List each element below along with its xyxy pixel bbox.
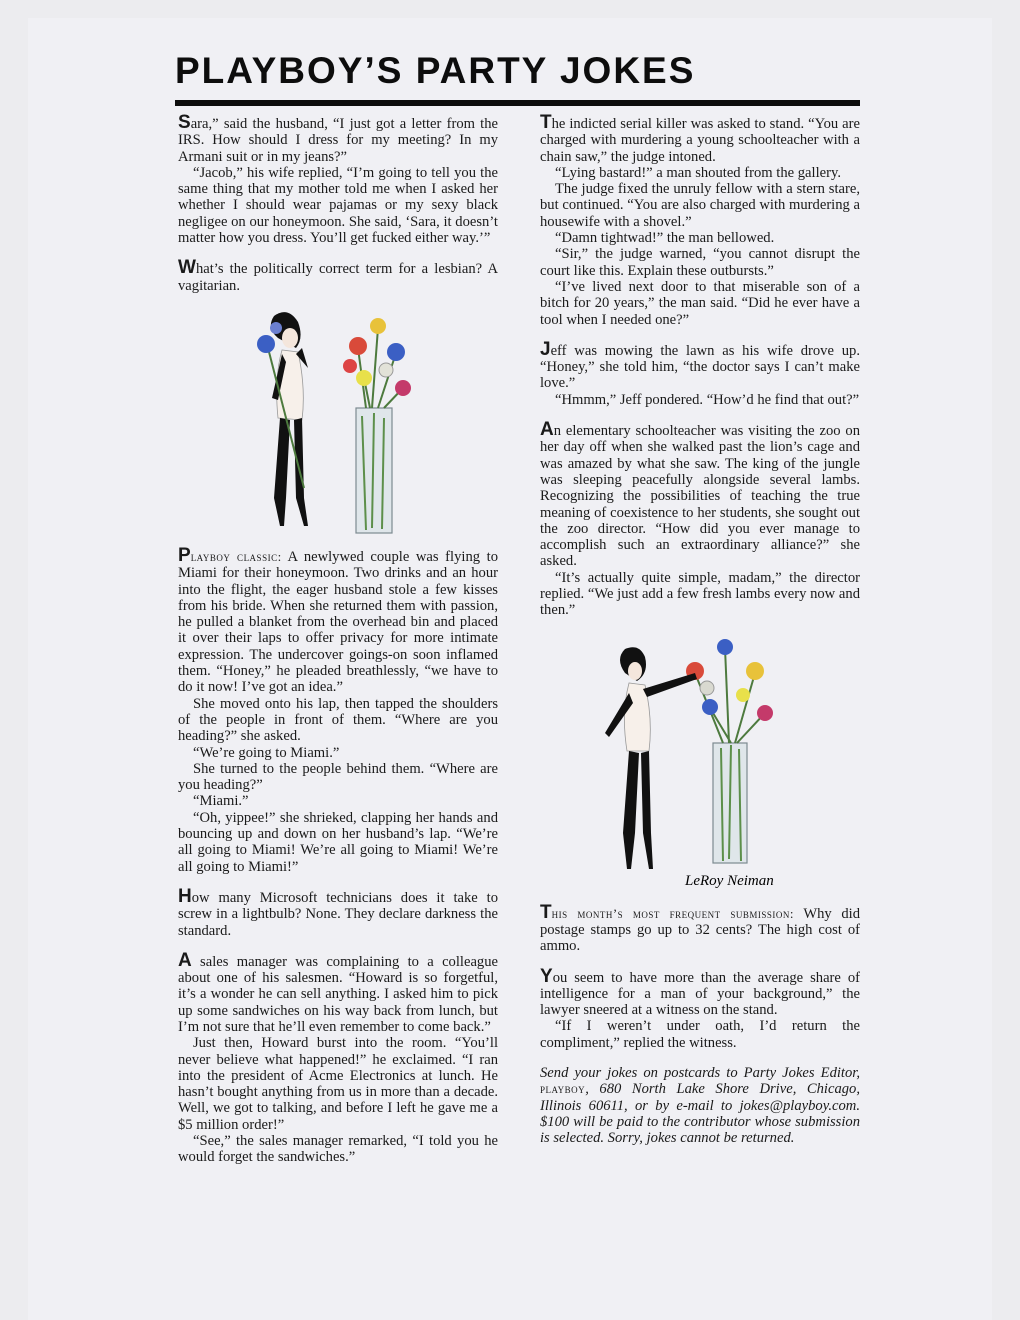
joke-text: ara,” said the husband, “I just got a letter from the IRS. How should I dress for my meeting? In my Armani suit or in my jeans?” (178, 116, 498, 165)
joke-text: hat’s the politically correct term for a lesbian? A vagitarian. (178, 261, 498, 294)
face (628, 662, 642, 680)
woman-reaching-flowers-illustration (585, 633, 815, 893)
section-label: his month’s most frequent submission: (551, 905, 794, 921)
joke-text: “Lying bastard!” a man shouted from the gallery. (555, 164, 841, 181)
joke-playboy-classic (178, 544, 498, 875)
flower (257, 335, 275, 353)
flower (746, 662, 764, 680)
flower (270, 322, 282, 334)
right-column (540, 112, 860, 1160)
joke-text: “It’s actually quite simple, madam,” the director replied. “We just add a few fresh lambs every now and then.” (540, 569, 860, 619)
joke-text: Why did postage stamps go up to 32 cents? The high cost of ammo. (540, 905, 860, 955)
face (282, 328, 298, 348)
drop-cap: T (540, 901, 552, 923)
drop-cap: P (178, 544, 191, 566)
joke-text: “Hmmm,” Jeff pondered. “How’d he find that out?” (555, 391, 860, 408)
joke-text: “I’ve lived next door to that miserable son of a bitch for 20 years,” the man said. “Did he ever have a tool when I needed one?” (540, 278, 860, 328)
footer-text: , 680 North Lake Shore Drive, Chicago, Illinois 60611, or by e-mail to jokes@playboy.com. $100 will be paid to the contributor whose submission is selected. Sorry, jokes cannot be returned. (540, 1081, 860, 1147)
footer-text: Send your jokes on postcards to Party Jokes Editor, (540, 1064, 860, 1081)
flower (349, 337, 367, 355)
flower (387, 343, 405, 361)
drop-cap: T (540, 112, 552, 133)
joke-text: sales manager was complaining to a colleague about one of his salesmen. “Howard is so forgetful, it’s a wonder he can sell anything. I asked him to pick up some sandwiches on his way back from lunch, but I’m not sure that he’ll even remember to come back.” (178, 953, 498, 1035)
joke-text: “Sir,” the judge warned, “you cannot disrupt the court like this. Explain these outbursts.” (540, 246, 860, 279)
joke-text: She moved onto his lap, then tapped the shoulders of the people in front of them. “Where are you heading?” she asked. (178, 695, 498, 745)
artist-signature: LeRoy Neiman (685, 872, 774, 889)
drop-cap: A (540, 419, 554, 441)
joke-schoolteacher (540, 419, 860, 619)
submission-footer (540, 1065, 860, 1146)
joke-text: “Miami.” (193, 793, 249, 810)
joke-text: ou seem to have more than the average share of intelligence for a man of your background,” the lawyer sneered at a witness on the stand. (540, 969, 860, 1019)
flower (700, 681, 714, 695)
joke-frequent-submission (540, 901, 860, 955)
flower (736, 688, 750, 702)
joke-microsoft (178, 885, 498, 939)
drop-cap: H (178, 885, 192, 907)
stockings (623, 751, 653, 869)
flower (356, 370, 372, 386)
joke-lawyer (540, 965, 860, 1051)
joke-text: “Oh, yippee!” she shrieked, clapping her hands and bouncing up and down on her husband’s lap. “We’re all going to Miami! We’re all going to Miami! We’re all going to Miami!” (178, 809, 498, 875)
flower (343, 359, 357, 373)
flower (702, 699, 718, 715)
page-title: PLAYBOY’S PARTY JOKES (175, 50, 696, 91)
joke-text: he indicted serial killer was asked to stand. “You are charged with murdering a young schoolteacher with a chain saw,” the judge intoned. (540, 116, 860, 165)
arm-glove (643, 673, 697, 697)
joke-text: “Jacob,” his wife replied, “I’m going to tell you the same thing that my mother told me when I asked her whether I should wear pajamas or my sexy black negligee on our honeymoon. She said, ‘Sara, it doesn’t matter how you dress. You’ll get fucked either way.’” (178, 164, 498, 247)
drop-cap: J (540, 338, 551, 360)
title-rule (175, 100, 860, 106)
joke-sales-manager (178, 949, 498, 1166)
flower (395, 380, 411, 396)
joke-lesbian (178, 257, 498, 294)
flower (379, 363, 393, 377)
footer-brand: playboy (540, 1081, 586, 1097)
joke-text: ow many Microsoft technicians does it take to screw in a lightbulb? None. They declare darkness the standard. (178, 889, 498, 939)
joke-text: “Damn tightwad!” the man bellowed. (555, 230, 775, 247)
joke-text: She turned to the people behind them. “Where are you heading?” (178, 760, 498, 794)
joke-sara (178, 112, 498, 247)
drop-cap: Y (540, 965, 553, 987)
joke-text: The judge fixed the unruly fellow with a stern stare, but continued. “You are also charged with murdering a housewife with a shovel.” (540, 181, 860, 230)
joke-text: “If I weren’t under oath, I’d return the compliment,” replied the witness. (540, 1018, 860, 1051)
joke-text: n elementary schoolteacher was visiting the zoo on her day off when she walked past the lion’s cage and was amazed by what she saw. The king of the jungle was sleeping peacefully alongside several lambs. Recognizing the possibilities of teaching the true meaning of coexistence to her students, she sought out the zoo director. “How did you ever manage to accomplish such an extraordinary alliance?” she asked. (540, 423, 860, 570)
joke-jeff (540, 338, 860, 408)
joke-serial-killer (540, 112, 860, 328)
drop-cap: A (178, 949, 192, 971)
section-label: layboy classic: (190, 548, 282, 564)
drop-cap: S (178, 112, 191, 133)
woman-with-flowers-illustration (238, 308, 438, 536)
flower (757, 705, 773, 721)
drop-cap: W (178, 257, 196, 279)
left-column (178, 112, 498, 1180)
joke-text: A newlywed couple was flying to Miami for their honeymoon. Two drinks and an hour into the flight, the eager husband stole a few kisses from his bride. When she returned them with passion, he pulled a blanket from the overhead bin and placed it over their laps to offer privacy for more intimate expression. The undercover goings-on soon inflamed them. “Honey,” he pleaded breathlessly, “we have to do it now! I’ve got an idea.” (178, 548, 498, 696)
joke-text: eff was mowing the lawn as his wife drove up. “Honey,” she told him, “the doctor says I can’t make love.” (540, 342, 860, 392)
flower (717, 639, 733, 655)
joke-text: “See,” the sales manager remarked, “I told you he would forget the sandwiches.” (178, 1133, 498, 1166)
joke-text: “We’re going to Miami.” (193, 744, 340, 761)
joke-text: Just then, Howard burst into the room. “You’ll never believe what happened!” he exclaimed. “I ran into the president of Acme Electronics at lunch. He hasn’t bought anything from us in more than a decade. Well, we got to talking, and before I left he gave me a $5 million order!” (178, 1035, 498, 1133)
flower (370, 318, 386, 334)
